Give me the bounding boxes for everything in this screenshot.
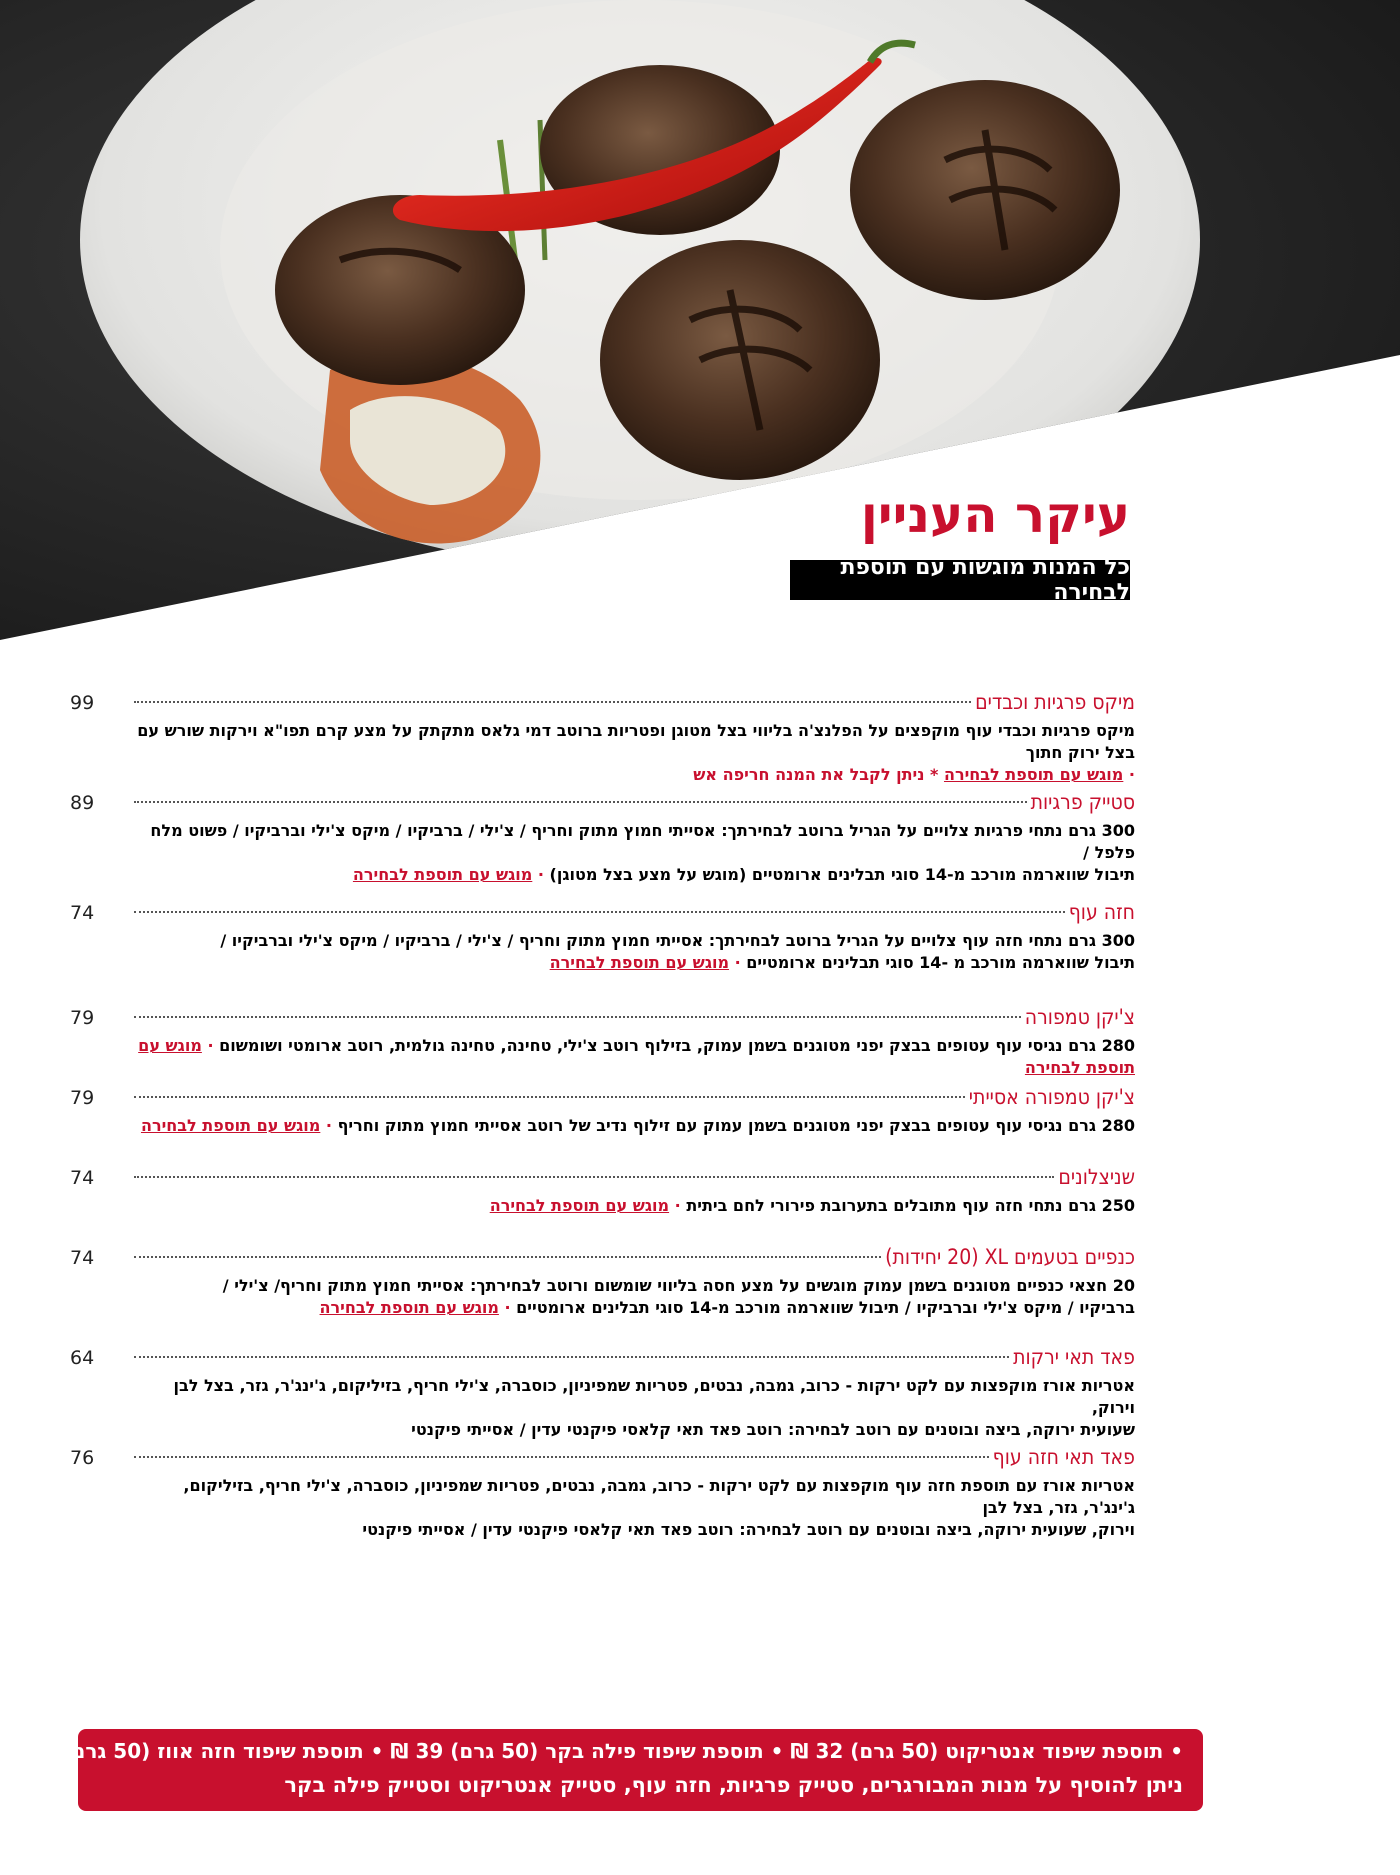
item-description: 250 גרם נתחי חזה עוף מתובלים בתערובת פירורי לחם ביתית · מוגש עם תוספת לבחירה <box>489 1196 1135 1215</box>
item-name: כנפיים בטעמים XL <box>984 1245 1135 1269</box>
item-name: צ'יקן טמפורה אסייתי <box>968 1085 1135 1109</box>
item-name: צ'יקן טמפורה <box>1024 1005 1135 1029</box>
item-description <box>70 1475 1135 1541</box>
served-with-note: מוגש עם תוספת לבחירה <box>489 1196 670 1215</box>
item-name: חזה עוף <box>1068 900 1135 924</box>
item-price: 89 <box>70 792 95 814</box>
plate-of-kebabs-with-chili-image <box>0 0 1400 640</box>
menu-item <box>70 1165 1135 1217</box>
item-price: 79 <box>70 1007 95 1029</box>
served-with-note: מוגש עם תוספת לבחירה <box>140 1116 321 1135</box>
description-line: וירוק, שעועית ירוקה, ביצה ובוטנים עם רוטב לבחירה: רוטב פאד תאי קלאסי פיקנטי עדין / אסייתי פיקנטי <box>362 1520 1135 1539</box>
served-with-note: מוגש עם תוספת לבחירה <box>319 1298 499 1317</box>
item-description: מיקס פרגיות וכבדי עוף מוקפצים על הפלנצ'ה בליווי בצל מטוגן ופטריות ברוטב דמי גלאס מתקתק על מצע קרם תפו"א וירקות שורש עם בצל ירוק חתוך · מוגש עם תוספת לבחירה * ניתן לקבל את המנה חריפה אש <box>70 720 1135 786</box>
description-line: תיבול שווארמה מורכב מ -14 סוגי תבלינים ארומטיים <box>746 953 1135 972</box>
served-with-note: מוגש עם תוספת לבחירה <box>943 765 1124 784</box>
item-description: 300 גרם נתחי חזה עוף צלויים על הגריל ברוטב לבחירתך: אסייתי חמוץ מתוק וחריף / צ'ילי / ברביקיו / מיקס צ'ילי וברביקיו / תיבול שווארמה מורכב מ -14 סוגי תבלינים ארומטיים · מוגש עם תוספת לבחירה <box>70 930 1135 974</box>
description-line: 300 גרם נתחי חזה עוף צלויים על הגריל ברוטב לבחירתך: אסייתי חמוץ מתוק וחריף / צ'ילי / ברביקיו / מיקס צ'ילי וברביקיו / <box>220 931 1135 950</box>
dotted-leader <box>134 1096 965 1098</box>
dotted-leader <box>134 701 971 703</box>
item-name: מיקס פרגיות וכבדים <box>975 690 1135 714</box>
item-name-extra: (20 יחידות) <box>885 1245 979 1269</box>
description-line: תיבול שווארמה מורכב מ-14 סוגי תבלינים ארומטיים (מוגש על מצע בצל מטוגן) <box>549 865 1135 884</box>
add-ons-line: • תוספת שיפוד אנטריקוט (50 גרם) 32 ₪ • תוספת שיפוד פילה בקר (50 גרם) 39 ₪ • תוספת שיפוד חזה אווז (50 גרם) 26 ₪ <box>2 1739 1183 1763</box>
item-description <box>70 1375 1135 1441</box>
menu-item <box>70 1005 1135 1079</box>
description-bold: תוספת חזה עוף <box>894 1476 1011 1495</box>
menu-item <box>70 1345 1135 1441</box>
description-line: 280 גרם נגיסי עוף עטופים בבצק יפני מטוגנים בשמן עמוק עם זילוף נדיב של רוטב אסייתי חמוץ מתוק וחריף <box>337 1116 1135 1135</box>
page-subtitle: כל המנות מוגשות עם תוספת לבחירה <box>790 560 1130 600</box>
dotted-leader <box>134 801 1027 803</box>
dotted-leader <box>134 911 1065 913</box>
description-bold: 20 חצאי כנפיים <box>1016 1276 1135 1295</box>
dotted-leader <box>134 1256 881 1258</box>
dotted-leader <box>134 1456 989 1458</box>
description-line: אטריות אורז מוקפצות עם לקט ירקות - כרוב, גמבה, נבטים, פטריות שמפיניון, כוסברה, צ'ילי חריף, בזיליקום, ג'ינג'ר, גזר, בצל לבן וירוק, <box>173 1376 1135 1417</box>
dotted-leader <box>134 1016 1021 1018</box>
add-ons-applicability: ניתן להוסיף על מנות המבורגרים, סטייק פרגיות, חזה עוף, סטייק אנטריקוט וסטייק פילה בקר <box>284 1773 1183 1797</box>
item-name: סטייק פרגיות <box>1030 790 1135 814</box>
item-description: 300 גרם נתחי פרגיות צלויים על הגריל ברוטב לבחירתך: אסייתי חמוץ מתוק וחריף / צ'ילי / ברביקיו / מיקס צ'ילי וברביקיו / פשוט מלח פלפל / תיבול שווארמה מורכב מ-14 סוגי תבלינים ארומטיים (מוגש על מצע בצל מטוגן) · מוגש עם תוספת לבחירה <box>70 820 1135 886</box>
item-name: פאד תאי ירקות <box>1013 1345 1135 1369</box>
description-line: מוקפצות עם לקט ירקות - כרוב, גמבה, נבטים, פטריות שמפיניון, כוסברה, צ'ילי חריף, בזיליקום, ג'ינג'ר, גזר, בצל לבן <box>183 1476 1135 1517</box>
description-line: 300 גרם נתחי פרגיות צלויים על הגריל ברוטב לבחירתך: אסייתי חמוץ מתוק וחריף / צ'ילי / ברביקיו / מיקס צ'ילי וברביקיו / פשוט מלח פלפל / <box>150 821 1135 862</box>
item-price: 76 <box>70 1447 95 1469</box>
served-with-note: מוגש עם תוספת לבחירה <box>549 953 730 972</box>
description-line: 280 גרם נגיסי עוף עטופים בבצק יפני מטוגנים בשמן עמוק, בזילוף רוטב צ'ילי, טחינה, טחינה גולמית, רוטב ארומטי ושומשום <box>219 1036 1135 1055</box>
description-line: 250 גרם נתחי חזה עוף מתובלים בתערובת פירורי לחם ביתית <box>686 1196 1135 1215</box>
item-description: 280 גרם נגיסי עוף עטופים בבצק יפני מטוגנים בשמן עמוק עם זילוף נדיב של רוטב אסייתי חמוץ מתוק וחריף · מוגש עם תוספת לבחירה <box>140 1116 1135 1135</box>
description-line: אטריות אורז עם <box>1015 1476 1135 1495</box>
item-price: 99 <box>70 692 95 714</box>
item-name: פאד תאי חזה עוף <box>992 1445 1135 1469</box>
item-price: 74 <box>70 1167 95 1189</box>
dotted-leader <box>134 1356 1009 1358</box>
item-price: 79 <box>70 1087 95 1109</box>
menu-item <box>70 690 1135 786</box>
served-with-note: מוגש עם תוספת לבחירה <box>352 865 533 884</box>
dotted-leader <box>134 1176 1054 1178</box>
item-description: 20 חצאי כנפיים מטוגנים בשמן עמוק מוגשים על מצע חסה בליווי שומשום ורוטב לבחירתך: אסייתי חמוץ מתוק וחריף/ צ'ילי / ברביקיו / מיקס צ'ילי וברביקיו / תיבול שווארמה מורכב מ-14 סוגי תבלינים ארומטיים · מוגש עם תוספת לבחירה <box>222 1276 1135 1317</box>
menu-item <box>70 1445 1135 1541</box>
item-name: שניצלונים <box>1058 1165 1135 1189</box>
description-line: ברביקיו / מיקס צ'ילי וברביקיו / תיבול שווארמה מורכב מ-14 סוגי תבלינים ארומטיים <box>516 1298 1135 1317</box>
item-price: 64 <box>70 1347 95 1369</box>
description-line: מיקס פרגיות וכבדי עוף מוקפצים על הפלנצ'ה בליווי בצל מטוגן ופטריות ברוטב דמי גלאס מתקתק על מצע קרם תפו"א וירקות שורש עם בצל ירוק חתוך <box>137 721 1135 762</box>
menu-item <box>70 1085 1135 1137</box>
item-price: 74 <box>70 1247 95 1269</box>
menu-item <box>70 900 1135 974</box>
description-line: מטוגנים בשמן עמוק מוגשים על מצע חסה בליווי שומשום ורוטב לבחירתך: אסייתי חמוץ מתוק וחריף/ צ'ילי / <box>222 1276 1011 1295</box>
served-with-note: מוגש עם תוספת לבחירה <box>138 1036 1135 1077</box>
item-description: 280 גרם נגיסי עוף עטופים בבצק יפני מטוגנים בשמן עמוק, בזילוף רוטב צ'ילי, טחינה, טחינה גולמית, רוטב ארומטי ושומשום · מוגש עם תוספת לבחירה <box>138 1036 1135 1077</box>
hero-food-photo <box>0 0 1400 640</box>
description-line: שעועית ירוקה, ביצה ובוטנים עם רוטב לבחירה: רוטב פאד תאי קלאסי פיקנטי עדין / אסייתי פיקנטי <box>411 1420 1135 1439</box>
menu-item <box>70 790 1135 886</box>
extra-note: * ניתן לקבל את המנה חריפה אש <box>693 765 939 784</box>
add-ons-banner <box>2 1729 1203 1811</box>
item-price: 74 <box>70 902 95 924</box>
menu-item <box>70 1245 1135 1319</box>
page-title: עיקר העניין <box>860 486 1130 544</box>
